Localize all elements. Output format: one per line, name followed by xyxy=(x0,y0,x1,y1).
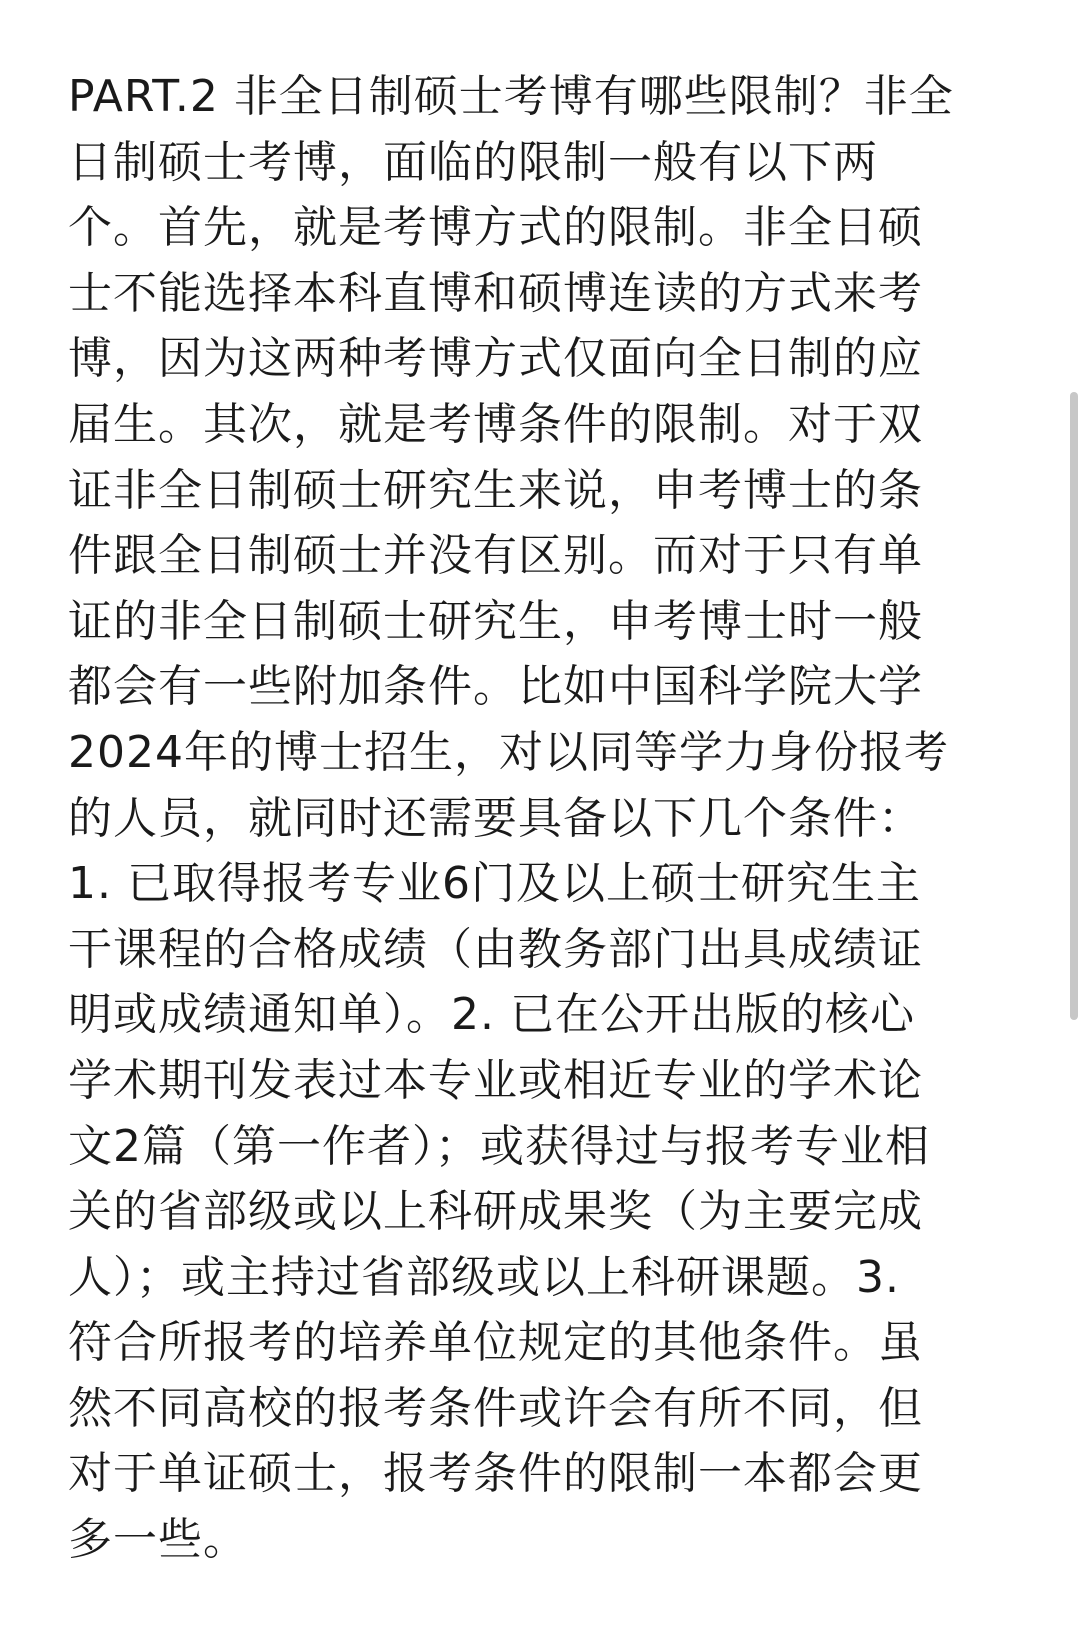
article-line: 文2篇（第一作者）；或获得过与报考专业相 xyxy=(68,1120,930,1172)
article-line: 对于单证硕士，报考条件的限制一本都会更 xyxy=(68,1448,923,1500)
article-line: 然不同高校的报考条件或许会有所不同，但 xyxy=(68,1382,923,1434)
article-line: 人）；或主持过省部级或以上科研课题。3. xyxy=(68,1251,900,1303)
article-line: 博，因为这两种考博方式仅面向全日制的应 xyxy=(68,333,923,385)
article-line: 届生。其次，就是考博条件的限制。对于双 xyxy=(68,398,923,450)
article-line: 符合所报考的培养单位规定的其他条件。虽 xyxy=(68,1317,923,1369)
article-line: 士不能选择本科直博和硕博连读的方式来考 xyxy=(68,267,923,319)
article-body xyxy=(68,64,988,1573)
scrollbar[interactable] xyxy=(1066,0,1080,1636)
article-line: 明或成绩通知单）。2. 已在公开出版的核心 xyxy=(68,989,915,1041)
article-line: 学术期刊发表过本专业或相近专业的学术论 xyxy=(68,1054,923,1106)
article-line: 证非全日制硕士研究生来说，申考博士的条 xyxy=(68,464,923,516)
article-line: 的人员，就同时还需要具备以下几个条件： xyxy=(68,792,923,844)
article-line: PART.2 非全日制硕士考博有哪些限制？非全 xyxy=(68,71,954,122)
article-line: 干课程的合格成绩（由教务部门出具成绩证 xyxy=(68,923,923,975)
scrollbar-thumb[interactable] xyxy=(1070,392,1078,1020)
article-line: 个。首先，就是考博方式的限制。非全日硕 xyxy=(68,202,923,254)
article-line: 件跟全日制硕士并没有区别。而对于只有单 xyxy=(68,530,923,582)
article-line: 日制硕士考博，面临的限制一般有以下两 xyxy=(68,136,878,188)
article-line: 多一些。 xyxy=(68,1514,248,1566)
article-line: 1. 已取得报考专业6门及以上硕士研究生主 xyxy=(68,858,921,910)
article-line: 关的省部级或以上科研成果奖（为主要完成 xyxy=(68,1186,923,1238)
article-line: 2024年的博士招生，对以同等学力身份报考 xyxy=(68,726,949,778)
article-line: 都会有一些附加条件。比如中国科学院大学 xyxy=(68,661,923,713)
article-line: 证的非全日制硕士研究生，申考博士时一般 xyxy=(68,595,923,647)
